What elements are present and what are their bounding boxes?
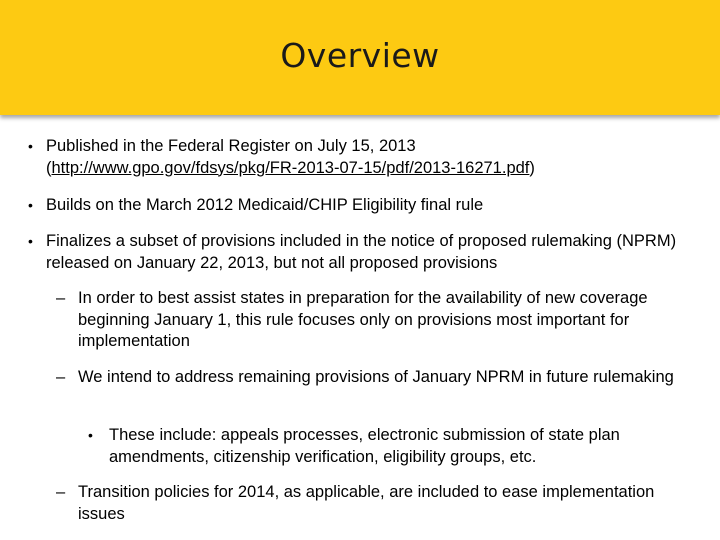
subbullet-text: In order to best assist states in preparation for the availability of new coverage beginning January 1, this rule focuses only on provisions most important for implementation	[78, 289, 648, 350]
bullet-text	[46, 136, 701, 179]
paren-open: (	[46, 158, 52, 177]
bullet-marker: •	[88, 427, 93, 443]
bullet-text: Builds on the March 2012 Medicaid/CHIP Eligibility final rule	[46, 196, 484, 214]
federal-register-link[interactable]: http://www.gpo.gov/fdsys/pkg/FR-2013-07-15/pdf/2013-16271.pdf	[51, 158, 530, 177]
bullet-text: Finalizes a subset of provisions included in the notice of proposed rulemaking (NPRM) released on January 22, 2013, but not all proposed provisions	[46, 232, 677, 272]
bullet-text-line: Published in the Federal Register on July 15, 2013	[46, 137, 416, 155]
dash-marker: –	[56, 368, 66, 386]
slide-title: Overview	[280, 36, 440, 75]
bullet-marker: •	[28, 233, 33, 249]
bullet-marker: •	[28, 197, 33, 213]
dash-marker: –	[56, 483, 66, 501]
bullet-marker: •	[28, 138, 33, 154]
dash-marker: –	[56, 289, 66, 307]
subbullet-text: We intend to address remaining provisions of January NPRM in future rulemaking	[78, 368, 674, 386]
subsubbullet-text: These include: appeals processes, electronic submission of state plan amendments, citizenship verification, eligibility groups, etc.	[109, 426, 620, 466]
title-banner	[0, 0, 720, 115]
paren-close: )	[529, 158, 535, 177]
subbullet-text: Transition policies for 2014, as applicable, are included to ease implementation issues	[78, 483, 655, 523]
